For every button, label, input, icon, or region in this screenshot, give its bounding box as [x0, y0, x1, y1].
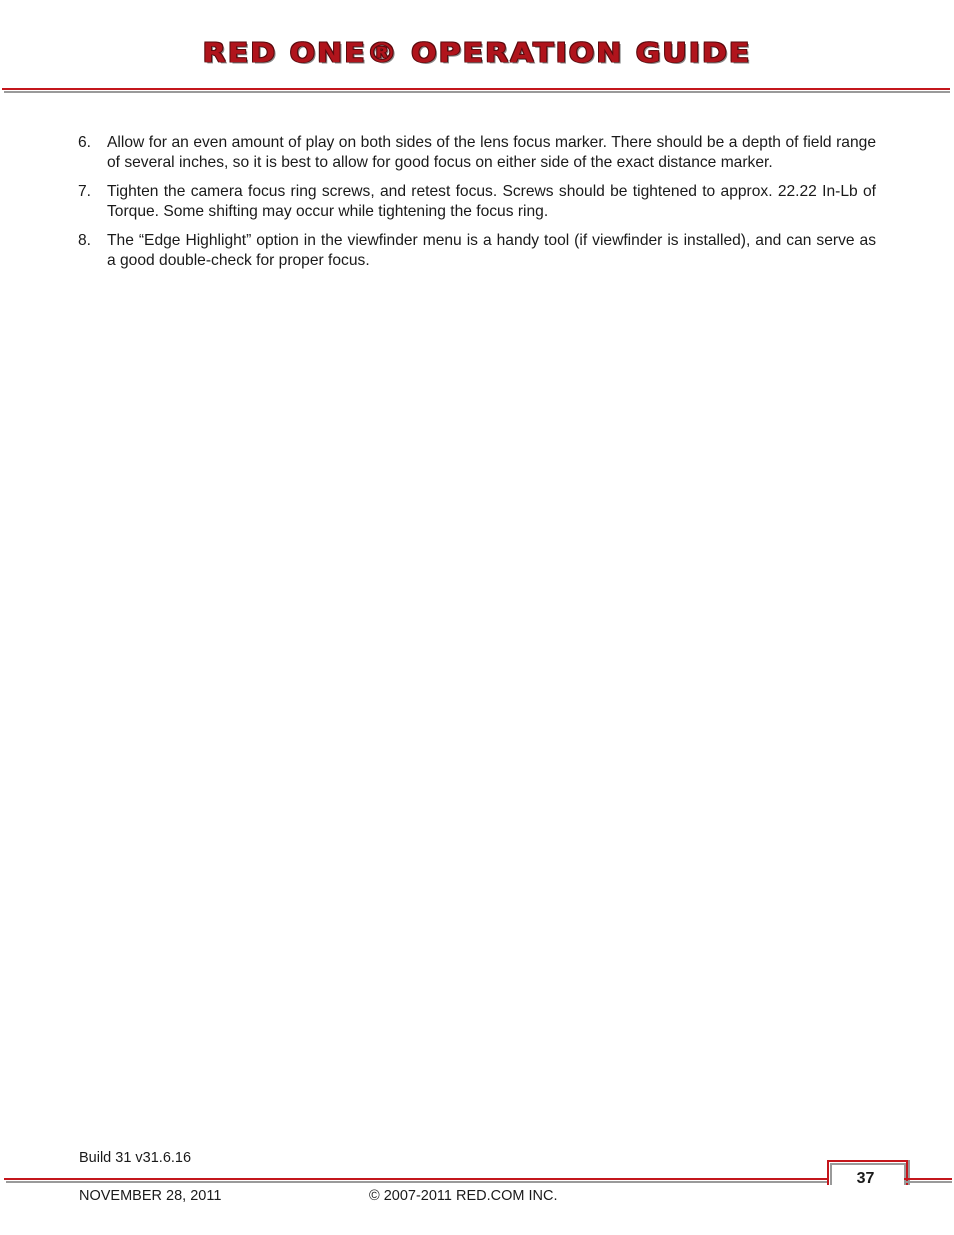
list-item-number: 8.: [78, 232, 92, 249]
list-item: [78, 133, 876, 173]
list-item: [78, 182, 876, 222]
footer-date: NOVEMBER 28, 2011: [79, 1188, 222, 1204]
header-rule: [2, 88, 950, 90]
footer-rule-right-shadow: [904, 1181, 952, 1183]
footer-build-version: Build 31 v31.6.16: [79, 1150, 192, 1166]
list-item-text: Tighten the camera focus ring screws, and retest focus. Screws should be tightened to approx. 22.22 In-Lb of Torque. Some shifting may occur while tightening the focus ring.: [107, 183, 876, 220]
list-item-text: The “Edge Highlight” option in the viewfinder menu is a handy tool (if viewfinder is installed), and can serve as a good double-check for proper focus.: [107, 232, 876, 269]
list-item: [78, 231, 876, 271]
footer-rule: [4, 1178, 828, 1180]
main-content: [78, 133, 876, 280]
page-number: 37: [856, 1170, 875, 1187]
footer-copyright: © 2007-2011 RED.COM INC.: [369, 1188, 558, 1204]
numbered-steps-list: [78, 133, 876, 271]
list-item-number: 6.: [78, 134, 92, 151]
footer-rule-shadow: [6, 1181, 828, 1183]
list-item-text: Allow for an even amount of play on both sides of the lens focus marker. There should be a depth of field range of several inches, so it is best to allow for good focus on either side of the exact distance marker.: [107, 134, 876, 171]
list-item-number: 7.: [78, 183, 92, 200]
footer-rule-right: [904, 1178, 952, 1180]
page-header-title: RED ONE® OPERATION GUIDE: [202, 38, 752, 69]
header-rule-shadow: [4, 91, 950, 93]
